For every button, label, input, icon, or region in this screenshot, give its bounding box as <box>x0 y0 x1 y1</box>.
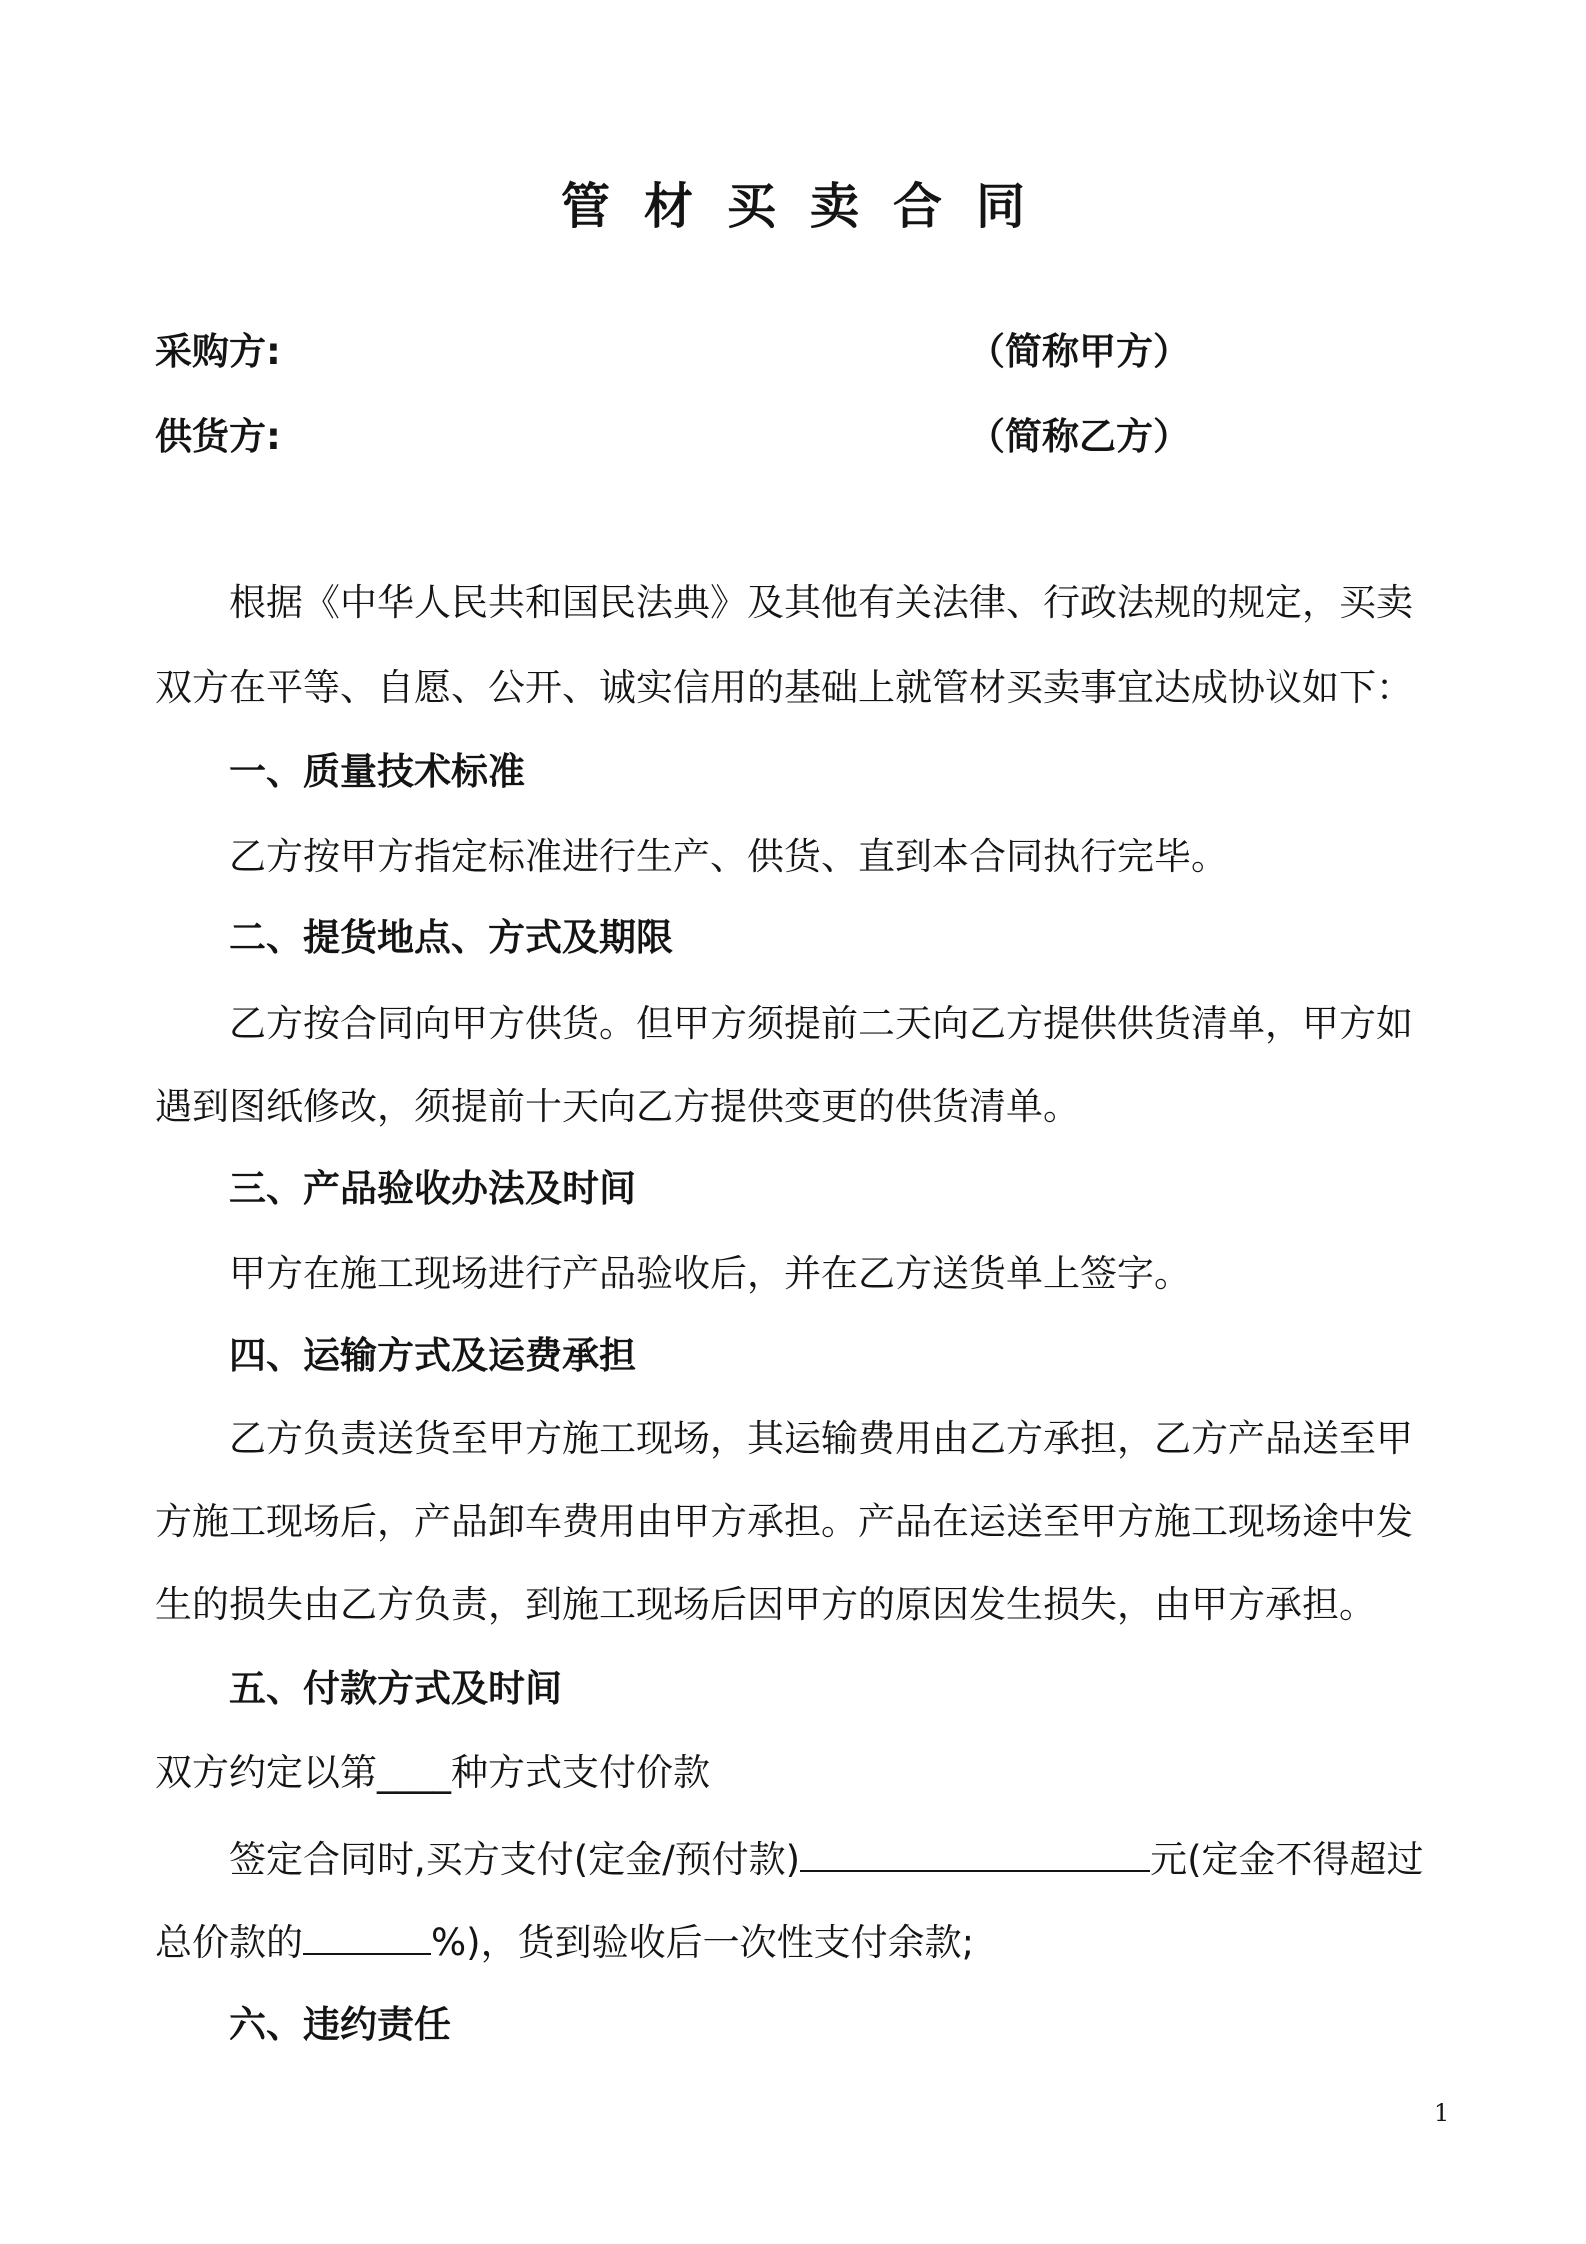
section-5-line-2 <box>229 1832 1424 1885</box>
section-5-line-3 <box>155 1915 974 1968</box>
section-2-line-2: 遇到图纸修改，须提前十天向乙方提供变更的供货清单。 <box>155 1085 1080 1128</box>
section-5-line-2-text: 签定合同时,买方支付(定金/预付款) <box>229 1838 801 1881</box>
section-2-line-1: 乙方按合同向甲方供货。但甲方须提前二天向乙方提供供货清单，甲方如 <box>229 1002 1413 1045</box>
section-3-line-1: 甲方在施工现场进行产品验收后，并在乙方送货单上签字。 <box>229 1252 1191 1295</box>
section-4-line-3: 生的损失由乙方负责，到施工现场后因甲方的原因发生损失，由甲方承担。 <box>155 1583 1376 1626</box>
section-3-heading: 三、产品验收办法及时间 <box>229 1167 636 1210</box>
preamble-line-2: 双方在平等、自愿、公开、诚实信用的基础上就管材买卖事宜达成协议如下： <box>155 666 1413 709</box>
preamble-line-1: 根据《中华人民共和国民法典》及其他有关法律、行政法规的规定，买卖 <box>229 581 1413 624</box>
page-number: 1 <box>1434 2099 1450 2127</box>
deposit-amount-blank[interactable] <box>800 1832 1150 1872</box>
supplier-label: 供货方: <box>155 415 281 458</box>
section-6-heading: 六、违约责任 <box>229 2003 451 2046</box>
section-2-heading: 二、提货地点、方式及期限 <box>229 916 673 959</box>
section-1-line-1: 乙方按甲方指定标准进行生产、供货、直到本合同执行完毕。 <box>229 835 1228 878</box>
section-5-line-1: 双方约定以第____种方式支付价款 <box>155 1751 710 1794</box>
buyer-short-name: （简称甲方） <box>968 330 1190 373</box>
section-5-line-3-text: 总价款的 <box>155 1921 303 1964</box>
section-4-heading: 四、运输方式及运费承担 <box>229 1334 636 1377</box>
section-4-line-1: 乙方负责送货至甲方施工现场，其运输费用由乙方承担，乙方产品送至甲 <box>229 1417 1413 1460</box>
section-5-line-3-suffix: %)，货到验收后一次性支付余款; <box>431 1921 975 1964</box>
contract-title: 管材买卖合同 <box>560 178 1059 235</box>
section-5-line-2-suffix: 元(定金不得超过 <box>1150 1838 1424 1881</box>
section-1-heading: 一、质量技术标准 <box>229 750 525 793</box>
section-5-heading: 五、付款方式及时间 <box>229 1667 562 1710</box>
supplier-short-name: （简称乙方） <box>968 415 1190 458</box>
buyer-label: 采购方: <box>155 330 281 373</box>
deposit-percent-blank[interactable] <box>303 1915 431 1955</box>
section-4-line-2: 方施工现场后，产品卸车费用由甲方承担。产品在运送至甲方施工现场途中发 <box>155 1500 1413 1543</box>
